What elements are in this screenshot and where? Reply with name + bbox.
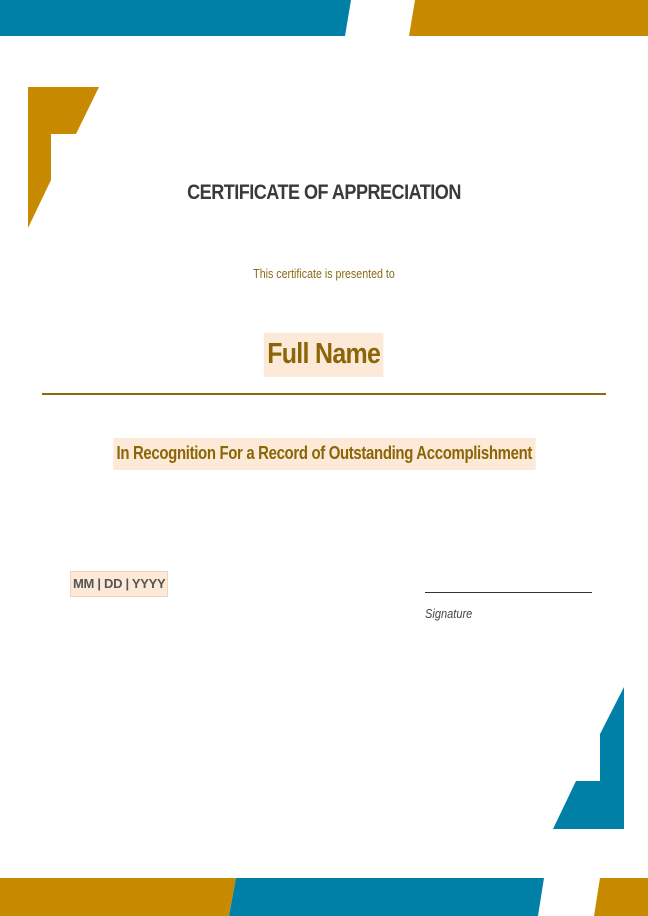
top-teal-band <box>0 0 351 36</box>
certificate-title: CERTIFICATE OF APPRECIATION <box>187 181 461 204</box>
top-gold-band <box>409 0 648 36</box>
recipient-name-field[interactable]: Full Name <box>264 333 384 377</box>
date-field[interactable]: MM | DD | YYYY <box>70 571 168 597</box>
recipient-name-wrapper <box>0 333 648 377</box>
top-left-gold-corner <box>28 87 99 228</box>
bottom-teal-band <box>229 878 544 916</box>
bottom-gold-band-right <box>594 878 648 916</box>
recognition-text-field[interactable]: In Recognition For a Record of Outstanding Accomplishment <box>113 438 535 470</box>
bottom-right-teal-corner <box>553 687 624 829</box>
presented-to-text: This certificate is presented to <box>253 266 395 281</box>
signature-label: Signature <box>425 606 473 621</box>
signature-line <box>425 592 592 593</box>
name-underline <box>42 393 606 395</box>
recognition-wrapper <box>0 438 648 470</box>
bottom-gold-band-left <box>0 878 236 916</box>
